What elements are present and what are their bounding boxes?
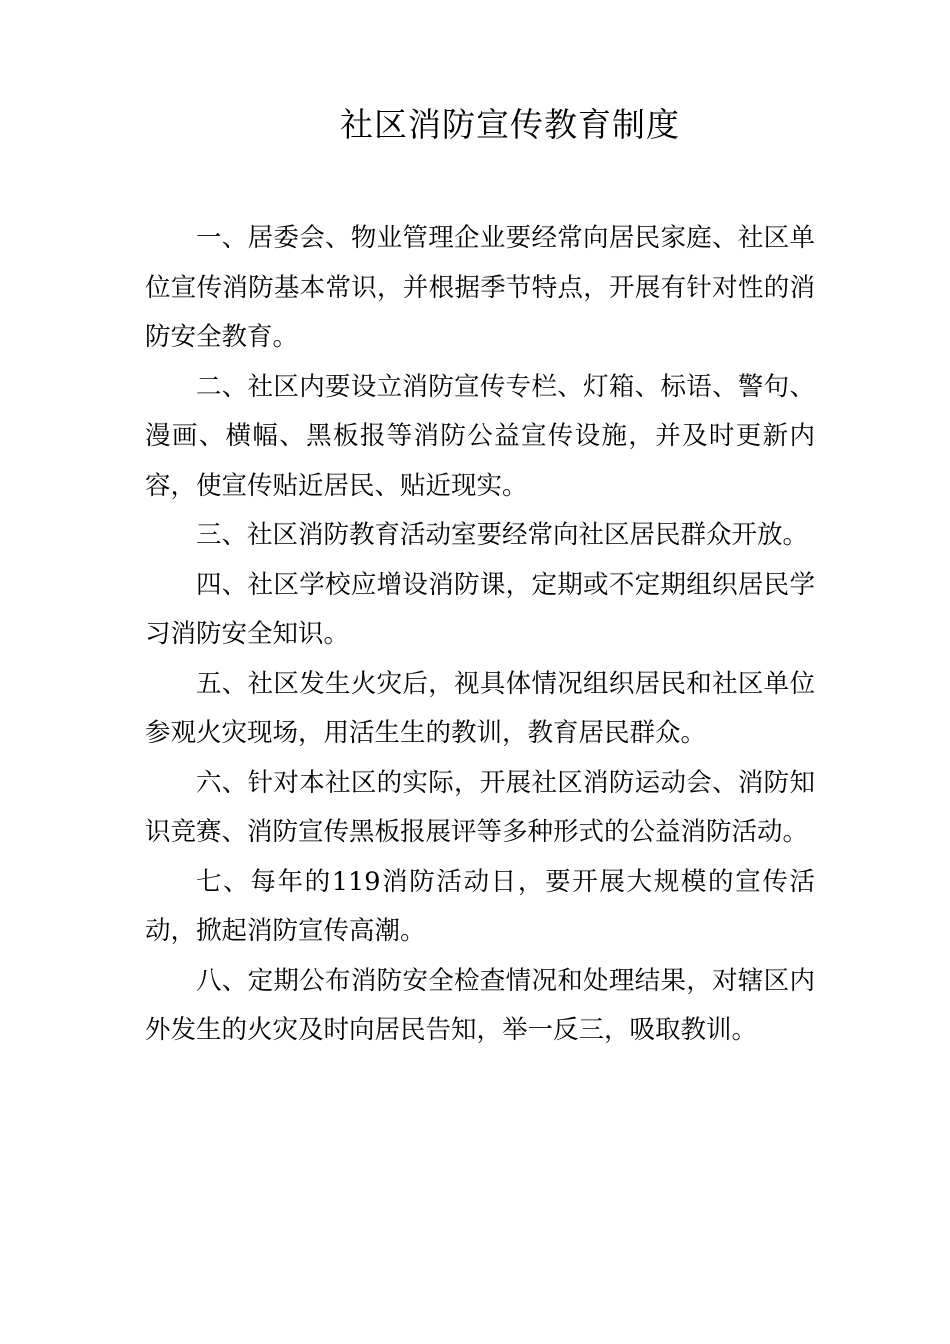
paragraph-7: 七、每年的119消防活动日，要开展大规模的宣传活动，掀起消防宣传高潮。	[145, 866, 815, 946]
document-body	[145, 214, 815, 1056]
paragraph-3: 三、社区消防教育活动室要经常向社区居民群众开放。	[196, 520, 809, 550]
paragraph-5: 五、社区发生火灾后，视具体情况组织居民和社区单位参观火灾现场，用活生生的教训，教育居民群众。	[145, 668, 815, 748]
paragraph-4: 四、社区学校应增设消防课，定期或不定期组织居民学习消防安全知识。	[145, 569, 815, 649]
document-title: 社区消防宣传教育制度	[340, 105, 680, 144]
paragraph-8: 八、定期公布消防安全检查情况和处理结果，对辖区内外发生的火灾及时向居民告知，举一反三，吸取教训。	[145, 965, 815, 1045]
paragraph-1: 一、居委会、物业管理企业要经常向居民家庭、社区单位宣传消防基本常识，并根据季节特点，开展有针对性的消防安全教育。	[145, 223, 815, 352]
paragraph-2: 二、社区内要设立消防宣传专栏、灯箱、标语、警句、漫画、横幅、黑板报等消防公益宣传设施，并及时更新内容，使宣传贴近居民、贴近现实。	[145, 371, 815, 501]
paragraph-6: 六、针对本社区的实际，开展社区消防运动会、消防知识竞赛、消防宣传黑板报展评等多种形式的公益消防活动。	[145, 767, 815, 847]
